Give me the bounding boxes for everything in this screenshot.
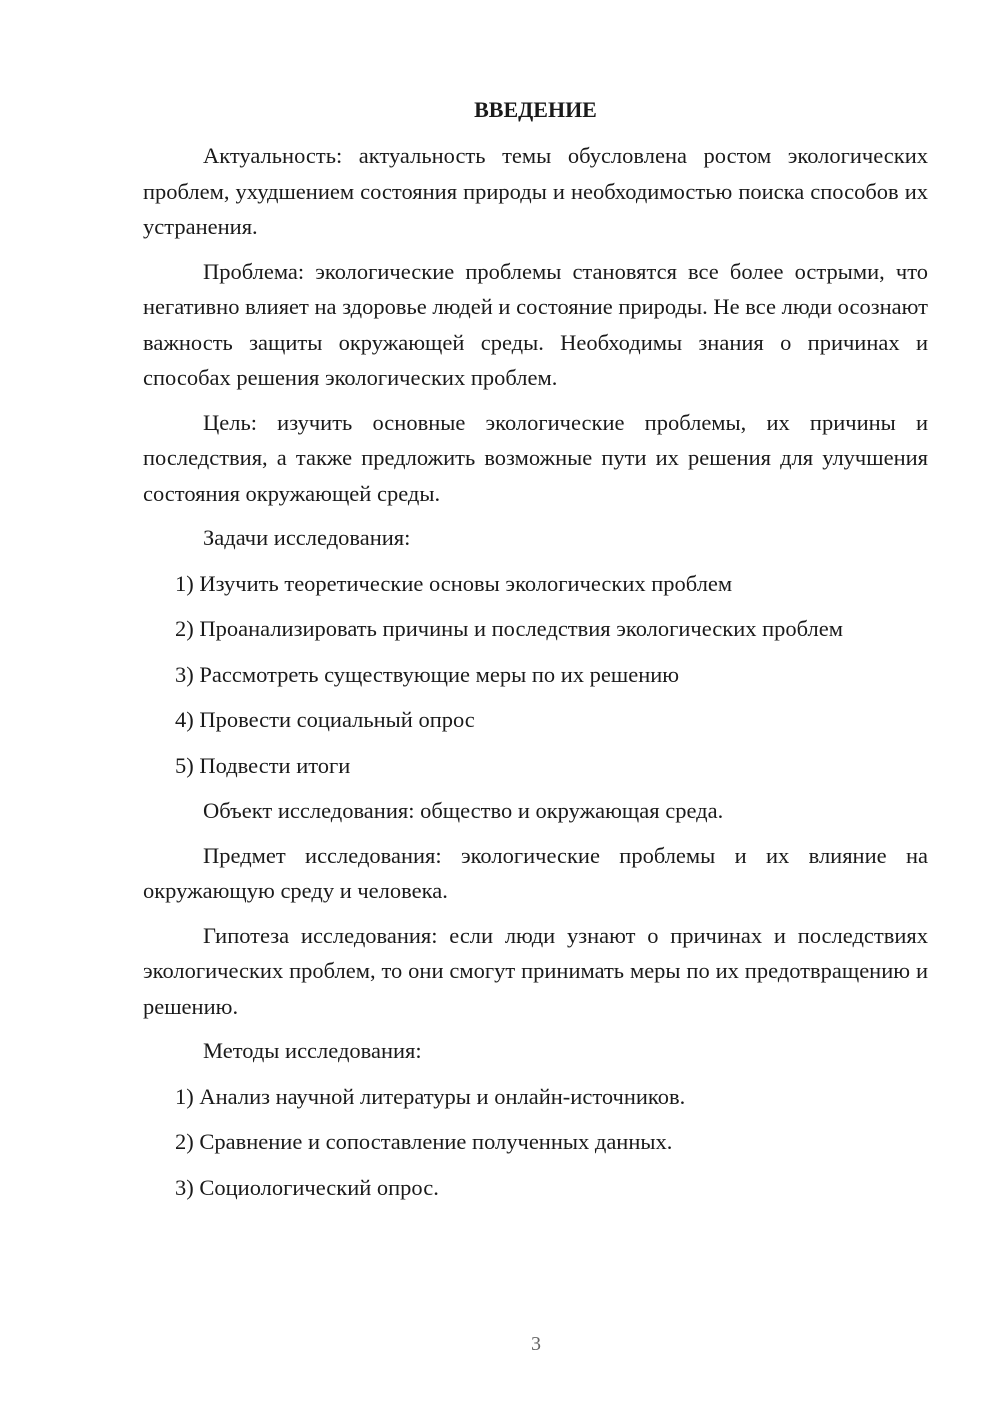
- object-paragraph: Объект исследования: общество и окружающая среда.: [203, 798, 724, 823]
- relevance-paragraph: Актуальность: актуальность темы обусловлена ростом экологических проблем, ухудшением состояния природы и необходимостью поиска способов их устранения.: [143, 143, 928, 239]
- task-item: 2) Проанализировать причины и последствия экологических проблем: [175, 616, 844, 641]
- page-content: [143, 91, 928, 1215]
- tasks-label: Задачи исследования:: [203, 525, 411, 550]
- tasks-list: [143, 566, 928, 784]
- method-item: 2) Сравнение и сопоставление полученных данных.: [175, 1129, 673, 1154]
- methods-list: [143, 1079, 928, 1206]
- hypothesis-paragraph: Гипотеза исследования: если люди узнают о причинах и последствиях экологических проблем, то они смогут принимать меры по их предотвращению и решению.: [143, 922, 928, 1019]
- task-item: 1) Изучить теоретические основы экологических проблем: [175, 570, 733, 596]
- task-item: 3) Рассмотреть существующие меры по их решению: [175, 661, 680, 687]
- task-item: 5) Подвести итоги: [175, 752, 351, 778]
- problem-paragraph: Проблема: экологические проблемы становятся все более острыми, что негативно влияет на здоровье людей и состояние природы. Не все люди осознают важность защиты окружающей среды. Необходимы знания о причинах и способах решения экологических проблем.: [143, 258, 928, 390]
- page-title: ВВЕДЕНИЕ: [474, 97, 597, 122]
- page-number: 3: [531, 1333, 541, 1355]
- subject-paragraph: Предмет исследования: экологические проблемы и их влияние на окружающую среду и человека.: [143, 842, 928, 903]
- goal-paragraph: Цель: изучить основные экологические проблемы, их причины и последствия, а также предложить возможные пути их решения для улучшения состояния окружающей среды.: [143, 409, 928, 506]
- methods-label: Методы исследования:: [203, 1038, 422, 1063]
- method-item: 3) Социологический опрос.: [175, 1174, 439, 1200]
- method-item: 1) Анализ научной литературы и онлайн-источников.: [175, 1083, 686, 1109]
- task-item: 4) Провести социальный опрос: [175, 707, 475, 732]
